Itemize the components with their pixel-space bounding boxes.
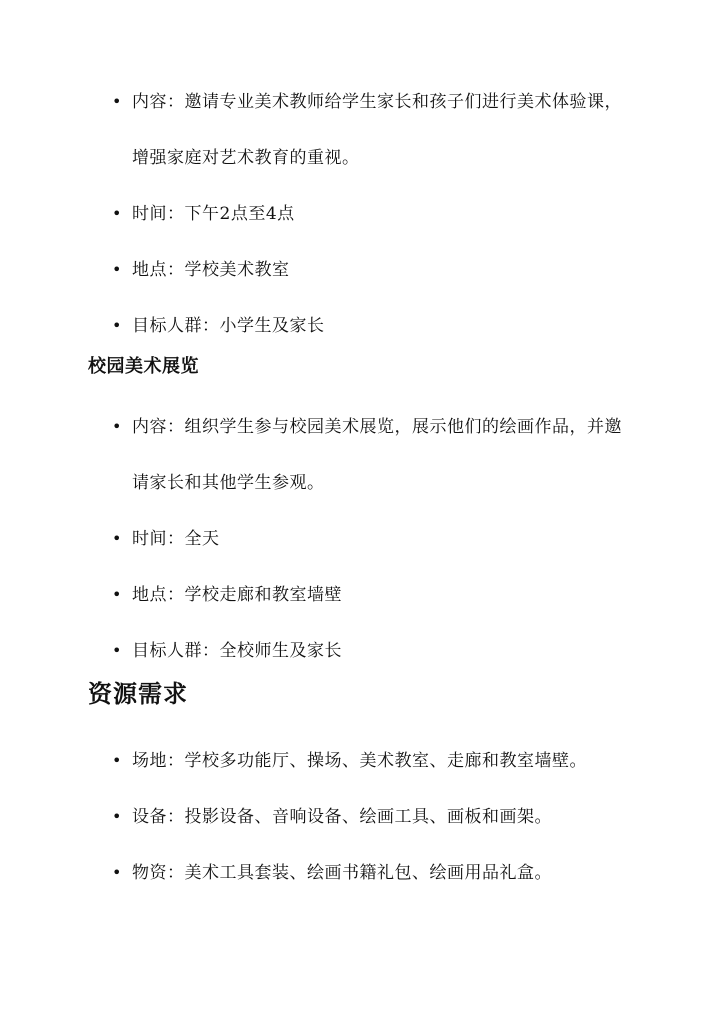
list-item <box>0 242 720 298</box>
list-item <box>0 399 720 511</box>
bullet-icon: • <box>112 641 122 660</box>
list-item <box>0 623 720 679</box>
list-item-text: 时间：全天 <box>132 529 220 549</box>
list-item-text: 内容：邀请专业美术教师给学生家长和孩子们进行美术体验课，增强家庭对艺术教育的重视。 <box>132 92 622 168</box>
list-item-text: 内容：组织学生参与校园美术展览，展示他们的绘画作品，并邀请家长和其他学生参观。 <box>132 417 622 493</box>
bullet-icon: • <box>112 417 122 436</box>
resources-list <box>0 733 720 901</box>
exhibition-subheading: 校园美术展览 <box>88 356 199 377</box>
bullet-icon: • <box>112 863 122 882</box>
list-item-text: 地点：学校走廊和教室墙壁 <box>132 585 342 605</box>
bullet-icon: • <box>112 807 122 826</box>
list-item <box>0 511 720 567</box>
list-item-text: 目标人群：全校师生及家长 <box>132 641 342 661</box>
list-item-text: 设备：投影设备、音响设备、绘画工具、画板和画架。 <box>132 807 552 827</box>
resources-heading: 资源需求 <box>88 679 188 708</box>
list-item <box>0 567 720 623</box>
list-item-text: 物资：美术工具套装、绘画书籍礼包、绘画用品礼盒。 <box>132 863 552 883</box>
bullet-icon: • <box>112 260 122 279</box>
bullet-icon: • <box>112 585 122 604</box>
bullet-icon: • <box>112 529 122 548</box>
activity-details-list <box>0 74 720 354</box>
list-item-text: 目标人群：小学生及家长 <box>132 316 325 336</box>
bullet-icon: • <box>112 751 122 770</box>
list-item <box>0 845 720 901</box>
list-item <box>0 789 720 845</box>
list-item <box>0 186 720 242</box>
bullet-icon: • <box>112 204 122 223</box>
bullet-icon: • <box>112 92 122 111</box>
list-item <box>0 733 720 789</box>
exhibition-details-list <box>0 399 720 679</box>
list-item-text: 时间：下午2点至4点 <box>132 204 295 224</box>
bullet-icon: • <box>112 316 122 335</box>
list-item-text: 场地：学校多功能厅、操场、美术教室、走廊和教室墙壁。 <box>132 751 587 771</box>
list-item-text: 地点：学校美术教室 <box>132 260 290 280</box>
list-item <box>0 74 720 186</box>
